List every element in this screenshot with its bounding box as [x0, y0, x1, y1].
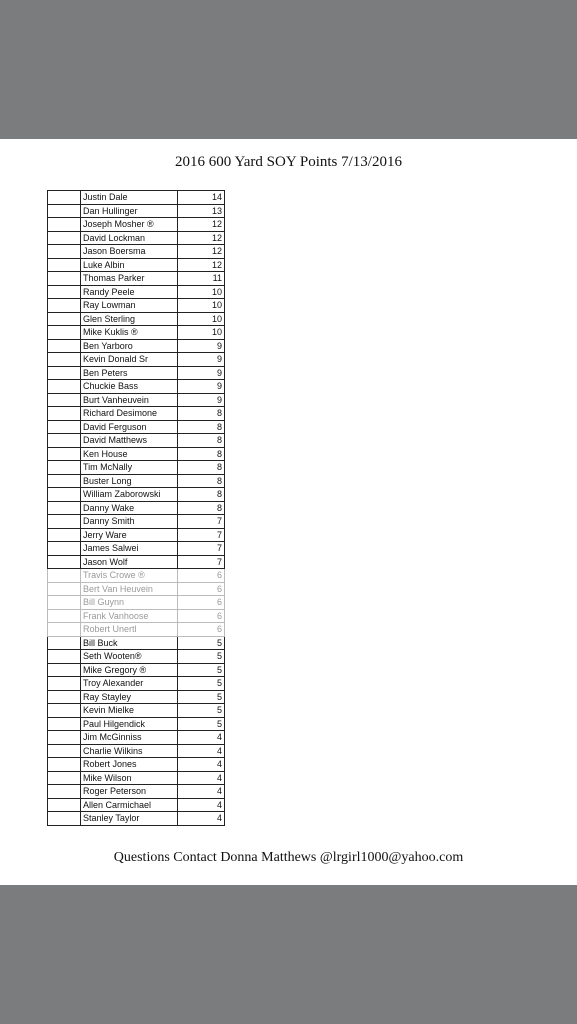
points-cell: 6	[178, 582, 225, 596]
shooter-name-cell: Thomas Parker	[81, 272, 178, 286]
points-cell: 4	[178, 731, 225, 745]
shooter-name-cell: Tim McNally	[81, 461, 178, 475]
shooter-name-cell: Ray Stayley	[81, 690, 178, 704]
points-cell: 11	[178, 272, 225, 286]
points-cell: 9	[178, 339, 225, 353]
rank-cell	[48, 285, 81, 299]
points-cell: 13	[178, 204, 225, 218]
table-row	[48, 582, 225, 596]
shooter-name-cell: Bill Buck	[81, 636, 178, 650]
shooter-name-cell: Ben Yarboro	[81, 339, 178, 353]
table-row	[48, 501, 225, 515]
shooter-name-cell: Travis Crowe ®	[81, 569, 178, 583]
points-cell: 9	[178, 380, 225, 394]
table-row	[48, 569, 225, 583]
shooter-name-cell: Kevin Donald Sr	[81, 353, 178, 367]
shooter-name-cell: Buster Long	[81, 474, 178, 488]
table-row	[48, 785, 225, 799]
points-cell: 7	[178, 528, 225, 542]
rank-cell	[48, 474, 81, 488]
points-cell: 8	[178, 434, 225, 448]
shooter-name-cell: William Zaborowski	[81, 488, 178, 502]
shooter-name-cell: Roger Peterson	[81, 785, 178, 799]
table-row	[48, 650, 225, 664]
rank-cell	[48, 407, 81, 421]
rank-cell	[48, 299, 81, 313]
table-row	[48, 515, 225, 529]
points-cell: 4	[178, 798, 225, 812]
table-row	[48, 461, 225, 475]
points-cell: 6	[178, 569, 225, 583]
rank-cell	[48, 731, 81, 745]
rank-cell	[48, 420, 81, 434]
shooter-name-cell: Bill Guynn	[81, 596, 178, 610]
shooter-name-cell: Ben Peters	[81, 366, 178, 380]
shooter-name-cell: Robert Unertl	[81, 623, 178, 637]
rank-cell	[48, 501, 81, 515]
shooter-name-cell: Richard Desimone	[81, 407, 178, 421]
points-cell: 5	[178, 663, 225, 677]
points-cell: 4	[178, 758, 225, 772]
rank-cell	[48, 434, 81, 448]
table-row	[48, 690, 225, 704]
shooter-name-cell: Jason Boersma	[81, 245, 178, 259]
rank-cell	[48, 636, 81, 650]
table-row	[48, 447, 225, 461]
shooter-name-cell: Jason Wolf	[81, 555, 178, 569]
table-row	[48, 420, 225, 434]
shooter-name-cell: Glen Sterling	[81, 312, 178, 326]
rank-cell	[48, 218, 81, 232]
table-row	[48, 258, 225, 272]
shooter-name-cell: David Matthews	[81, 434, 178, 448]
rank-cell	[48, 812, 81, 826]
points-cell: 9	[178, 393, 225, 407]
points-cell: 12	[178, 218, 225, 232]
shooter-name-cell: Joseph Mosher ®	[81, 218, 178, 232]
points-cell: 12	[178, 258, 225, 272]
rank-cell	[48, 353, 81, 367]
shooter-name-cell: Robert Jones	[81, 758, 178, 772]
shooter-name-cell: David Ferguson	[81, 420, 178, 434]
shooter-name-cell: Bert Van Heuvein	[81, 582, 178, 596]
shooter-name-cell: David Lockman	[81, 231, 178, 245]
rank-cell	[48, 326, 81, 340]
shooter-name-cell: Stanley Taylor	[81, 812, 178, 826]
shooter-name-cell: Mike Wilson	[81, 771, 178, 785]
rank-cell	[48, 569, 81, 583]
table-row	[48, 407, 225, 421]
shooter-name-cell: Troy Alexander	[81, 677, 178, 691]
table-row	[48, 528, 225, 542]
shooter-name-cell: Ken House	[81, 447, 178, 461]
rank-cell	[48, 515, 81, 529]
table-row	[48, 488, 225, 502]
shooter-name-cell: Burt Vanheuvein	[81, 393, 178, 407]
points-cell: 5	[178, 704, 225, 718]
shooter-name-cell: James Salwei	[81, 542, 178, 556]
points-cell: 4	[178, 812, 225, 826]
points-cell: 10	[178, 299, 225, 313]
points-cell: 9	[178, 353, 225, 367]
rank-cell	[48, 366, 81, 380]
table-row	[48, 717, 225, 731]
rank-cell	[48, 704, 81, 718]
shooter-name-cell: Ray Lowman	[81, 299, 178, 313]
table-row	[48, 609, 225, 623]
shooter-name-cell: Jerry Ware	[81, 528, 178, 542]
points-cell: 8	[178, 488, 225, 502]
points-cell: 6	[178, 609, 225, 623]
rank-cell	[48, 677, 81, 691]
table-row	[48, 191, 225, 205]
table-row	[48, 245, 225, 259]
shooter-name-cell: Luke Albin	[81, 258, 178, 272]
points-cell: 8	[178, 474, 225, 488]
rank-cell	[48, 542, 81, 556]
points-cell: 14	[178, 191, 225, 205]
rank-cell	[48, 744, 81, 758]
table-row	[48, 731, 225, 745]
points-cell: 7	[178, 542, 225, 556]
table-row	[48, 663, 225, 677]
points-cell: 12	[178, 231, 225, 245]
rank-cell	[48, 555, 81, 569]
rank-cell	[48, 758, 81, 772]
rank-cell	[48, 609, 81, 623]
rank-cell	[48, 717, 81, 731]
table-row	[48, 204, 225, 218]
rank-cell	[48, 245, 81, 259]
table-row	[48, 677, 225, 691]
points-cell: 6	[178, 596, 225, 610]
table-row	[48, 218, 225, 232]
table-row	[48, 474, 225, 488]
points-cell: 9	[178, 366, 225, 380]
points-cell: 7	[178, 515, 225, 529]
table-row	[48, 434, 225, 448]
rank-cell	[48, 785, 81, 799]
shooter-name-cell: Kevin Mielke	[81, 704, 178, 718]
shooter-name-cell: Jim McGinniss	[81, 731, 178, 745]
shooter-name-cell: Frank Vanhoose	[81, 609, 178, 623]
points-cell: 6	[178, 623, 225, 637]
rank-cell	[48, 204, 81, 218]
points-cell: 8	[178, 501, 225, 515]
shooter-name-cell: Randy Peele	[81, 285, 178, 299]
points-cell: 10	[178, 326, 225, 340]
shooter-name-cell: Justin Dale	[81, 191, 178, 205]
shooter-name-cell: Mike Gregory ®	[81, 663, 178, 677]
points-cell: 5	[178, 690, 225, 704]
shooter-name-cell: Mike Kuklis ®	[81, 326, 178, 340]
rank-cell	[48, 596, 81, 610]
rank-cell	[48, 690, 81, 704]
rank-cell	[48, 380, 81, 394]
table-row	[48, 393, 225, 407]
table-row	[48, 231, 225, 245]
table-row	[48, 272, 225, 286]
rank-cell	[48, 582, 81, 596]
table-row	[48, 339, 225, 353]
document-title: 2016 600 Yard SOY Points 7/13/2016	[175, 154, 402, 170]
table-row	[48, 744, 225, 758]
table-row	[48, 758, 225, 772]
points-cell: 10	[178, 312, 225, 326]
points-cell: 5	[178, 717, 225, 731]
table-row	[48, 312, 225, 326]
rank-cell	[48, 798, 81, 812]
table-row	[48, 798, 225, 812]
contact-footer: Questions Contact Donna Matthews @lrgirl1000@yahoo.com	[113, 850, 464, 865]
shooter-name-cell: Chuckie Bass	[81, 380, 178, 394]
table-row	[48, 555, 225, 569]
shooter-name-cell: Paul Hilgendick	[81, 717, 178, 731]
points-cell: 8	[178, 407, 225, 421]
table-row	[48, 326, 225, 340]
rank-cell	[48, 231, 81, 245]
rank-cell	[48, 312, 81, 326]
rank-cell	[48, 488, 81, 502]
points-cell: 4	[178, 771, 225, 785]
table-row	[48, 353, 225, 367]
shooter-name-cell: Seth Wooten®	[81, 650, 178, 664]
table-row	[48, 299, 225, 313]
points-table-body	[48, 191, 225, 826]
points-cell: 12	[178, 245, 225, 259]
table-row	[48, 596, 225, 610]
table-row	[48, 636, 225, 650]
shooter-name-cell: Danny Smith	[81, 515, 178, 529]
rank-cell	[48, 623, 81, 637]
shooter-name-cell: Dan Hullinger	[81, 204, 178, 218]
rank-cell	[48, 650, 81, 664]
rank-cell	[48, 191, 81, 205]
points-cell: 4	[178, 785, 225, 799]
table-row	[48, 366, 225, 380]
table-row	[48, 771, 225, 785]
points-cell: 4	[178, 744, 225, 758]
points-cell: 8	[178, 447, 225, 461]
rank-cell	[48, 528, 81, 542]
points-cell: 8	[178, 461, 225, 475]
table-row	[48, 542, 225, 556]
rank-cell	[48, 258, 81, 272]
table-row	[48, 285, 225, 299]
rank-cell	[48, 461, 81, 475]
rank-cell	[48, 771, 81, 785]
shooter-name-cell: Allen Carmichael	[81, 798, 178, 812]
rank-cell	[48, 447, 81, 461]
table-row	[48, 623, 225, 637]
table-row	[48, 380, 225, 394]
rank-cell	[48, 272, 81, 286]
points-cell: 5	[178, 677, 225, 691]
rank-cell	[48, 339, 81, 353]
rank-cell	[48, 663, 81, 677]
points-table	[47, 190, 225, 826]
points-cell: 5	[178, 650, 225, 664]
table-row	[48, 812, 225, 826]
table-row	[48, 704, 225, 718]
rank-cell	[48, 393, 81, 407]
shooter-name-cell: Danny Wake	[81, 501, 178, 515]
points-cell: 10	[178, 285, 225, 299]
points-cell: 7	[178, 555, 225, 569]
shooter-name-cell: Charlie Wilkins	[81, 744, 178, 758]
points-cell: 8	[178, 420, 225, 434]
points-cell: 5	[178, 636, 225, 650]
